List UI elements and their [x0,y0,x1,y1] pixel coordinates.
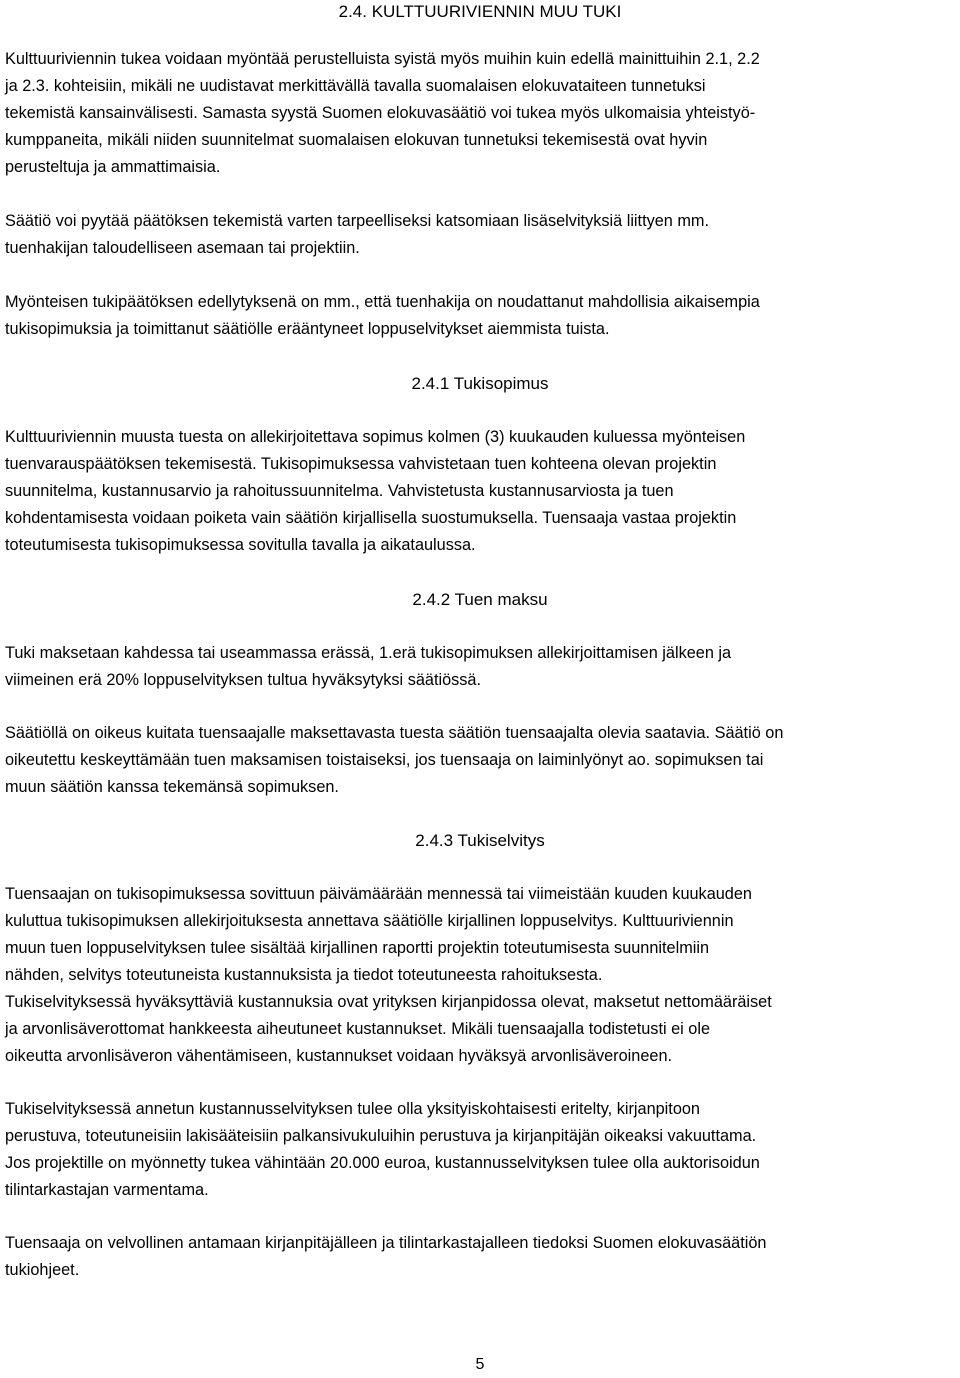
paragraph-line: Kulttuuriviennin tukea voidaan myöntää perustelluista syistä myös muihin kuin edellä mainittuihin 2.1, 2.2 [5,50,760,68]
paragraph-line: muun tuen loppuselvityksen tulee sisältää kirjallinen raportti projektin toteutumisesta suunnitelmiin [5,939,710,957]
paragraph-line: tekemistä kansainvälisesti. Samasta syystä Suomen elokuvasäätiö voi tukea myös ulkomaisia yhteistyö- [5,104,756,122]
tuen-maksu-paragraph-1 [5,640,957,694]
paragraph-line: oikeutettu keskeyttämään tuen maksamisen toistaiseksi, jos tuensaaja on laiminlyönyt ao. sopimuksen tai [5,751,764,769]
tukisopimus-paragraph [5,424,957,559]
condition-paragraph [5,289,957,343]
paragraph-line: tuenvarauspäätöksen tekemisestä. Tukisopimuksessa vahvistetaan tuen kohteena olevan projektin [5,455,717,473]
paragraph-line: Säätiö voi pyytää päätöksen tekemistä varten tarpeelliseksi katsomiaan lisäselvityksiä liittyen mm. [5,212,710,230]
tuen-maksu-paragraph-2 [5,720,957,801]
paragraph-line: tukisopimuksia ja toimittanut säätiölle erääntyneet loppuselvitykset aiemmista tuista. [5,320,610,338]
section-heading: 2.4. KULTTUURIVIENNIN MUU TUKI [338,2,622,21]
paragraph-line: tuenhakijan taloudelliseen asemaan tai projektiin. [5,239,360,257]
paragraph-line: perusteltuja ja ammattimaisia. [5,158,221,176]
paragraph-line: toteutumisesta tukisopimuksessa sovitulla tavalla ja aikataulussa. [5,536,476,554]
paragraph-line: tukiohjeet. [5,1261,80,1279]
subsection-heading-tukiselvitys: 2.4.3 Tukiselvitys [415,831,545,850]
paragraph-line: kumppaneita, mikäli niiden suunnitelmat suomalaisen elokuvan tunnetuksi tekemisestä ovat hyvin [5,131,708,149]
paragraph-line: ja 2.3. kohteisiin, mikäli ne uudistavat merkittävällä tavalla suomalaisen elokuvataiteen tunnetuksi [5,77,706,95]
paragraph-line: Tukiselvityksessä hyväksyttäviä kustannuksia ovat yrityksen kirjanpidossa olevat, maksetut nettomääräiset [5,993,772,1011]
paragraph-line: nähden, selvitys toteutuneista kustannuksista ja tiedot toteutuneesta rahoituksesta. [5,966,603,984]
paragraph-line: muun säätiön kanssa tekemänsä sopimuksen. [5,778,339,796]
tukiselvitys-paragraph-1 [5,881,957,1070]
paragraph-line: Kulttuuriviennin muusta tuesta on allekirjoitettava sopimus kolmen (3) kuukauden kuluessa myönteisen [5,428,746,446]
paragraph-line: kuluttua tukisopimuksen allekirjoituksesta annettava säätiölle kirjallinen loppuselvitys. Kulttuuriviennin [5,912,734,930]
paragraph-line: oikeutta arvonlisäveron vähentämiseen, kustannukset voidaan hyväksyä arvonlisäveroineen. [5,1047,673,1065]
paragraph-line: ja arvonlisäverottomat hankkeesta aiheutuneet kustannukset. Mikäli tuensaajalla todistetusti ei ole [5,1020,711,1038]
paragraph-line: viimeinen erä 20% loppuselvityksen tultua hyväksytyksi säätiössä. [5,671,482,689]
paragraph-line: kohdentamisesta voidaan poiketa vain säätiön kirjallisella suostumuksella. Tuensaaja vastaa projektin [5,509,737,527]
intro-paragraph [5,46,957,181]
tukiselvitys-paragraph-3 [5,1230,957,1284]
paragraph-line: Tuensaaja on velvollinen antamaan kirjanpitäjälleen ja tilintarkastajalleen tiedoksi Suomen elokuvasäätiön [5,1234,767,1252]
subsection-heading-tuen-maksu: 2.4.2 Tuen maksu [412,590,548,609]
page-number: 5 [475,1356,485,1373]
paragraph-line: Tuensaajan on tukisopimuksessa sovittuun päivämäärään mennessä tai viimeistään kuuden kuukauden [5,885,752,903]
paragraph-line: suunnitelma, kustannusarvio ja rahoitussuunnitelma. Vahvistetusta kustannusarviosta ja tuen [5,482,674,500]
paragraph-line: tilintarkastajan varmentama. [5,1181,209,1199]
paragraph-line: Jos projektille on myönnetty tukea vähintään 20.000 euroa, kustannusselvityksen tulee olla auktorisoidun [5,1154,760,1172]
subsection-heading-tukisopimus: 2.4.1 Tukisopimus [411,374,549,393]
paragraph-line: Tuki maksetaan kahdessa tai useammassa erässä, 1.erä tukisopimuksen allekirjoittamisen jälkeen ja [5,644,732,662]
paragraph-line: Säätiöllä on oikeus kuitata tuensaajalle maksettavasta tuesta säätiön tuensaajalta olevia saatavia. Säätiö on [5,724,784,742]
paragraph-line: perustuva, toteutuneisiin lakisääteisiin palkansivukuluihin perustuva ja kirjanpitäjän oikeaksi vakuuttama. [5,1127,757,1145]
clarification-paragraph [5,208,957,262]
paragraph-line: Myönteisen tukipäätöksen edellytyksenä on mm., että tuenhakija on noudattanut mahdollisia aikaisempia [5,293,760,311]
paragraph-line: Tukiselvityksessä annetun kustannusselvityksen tulee olla yksityiskohtaisesti eritelty, kirjanpitoon [5,1100,700,1118]
tukiselvitys-paragraph-2 [5,1096,957,1204]
